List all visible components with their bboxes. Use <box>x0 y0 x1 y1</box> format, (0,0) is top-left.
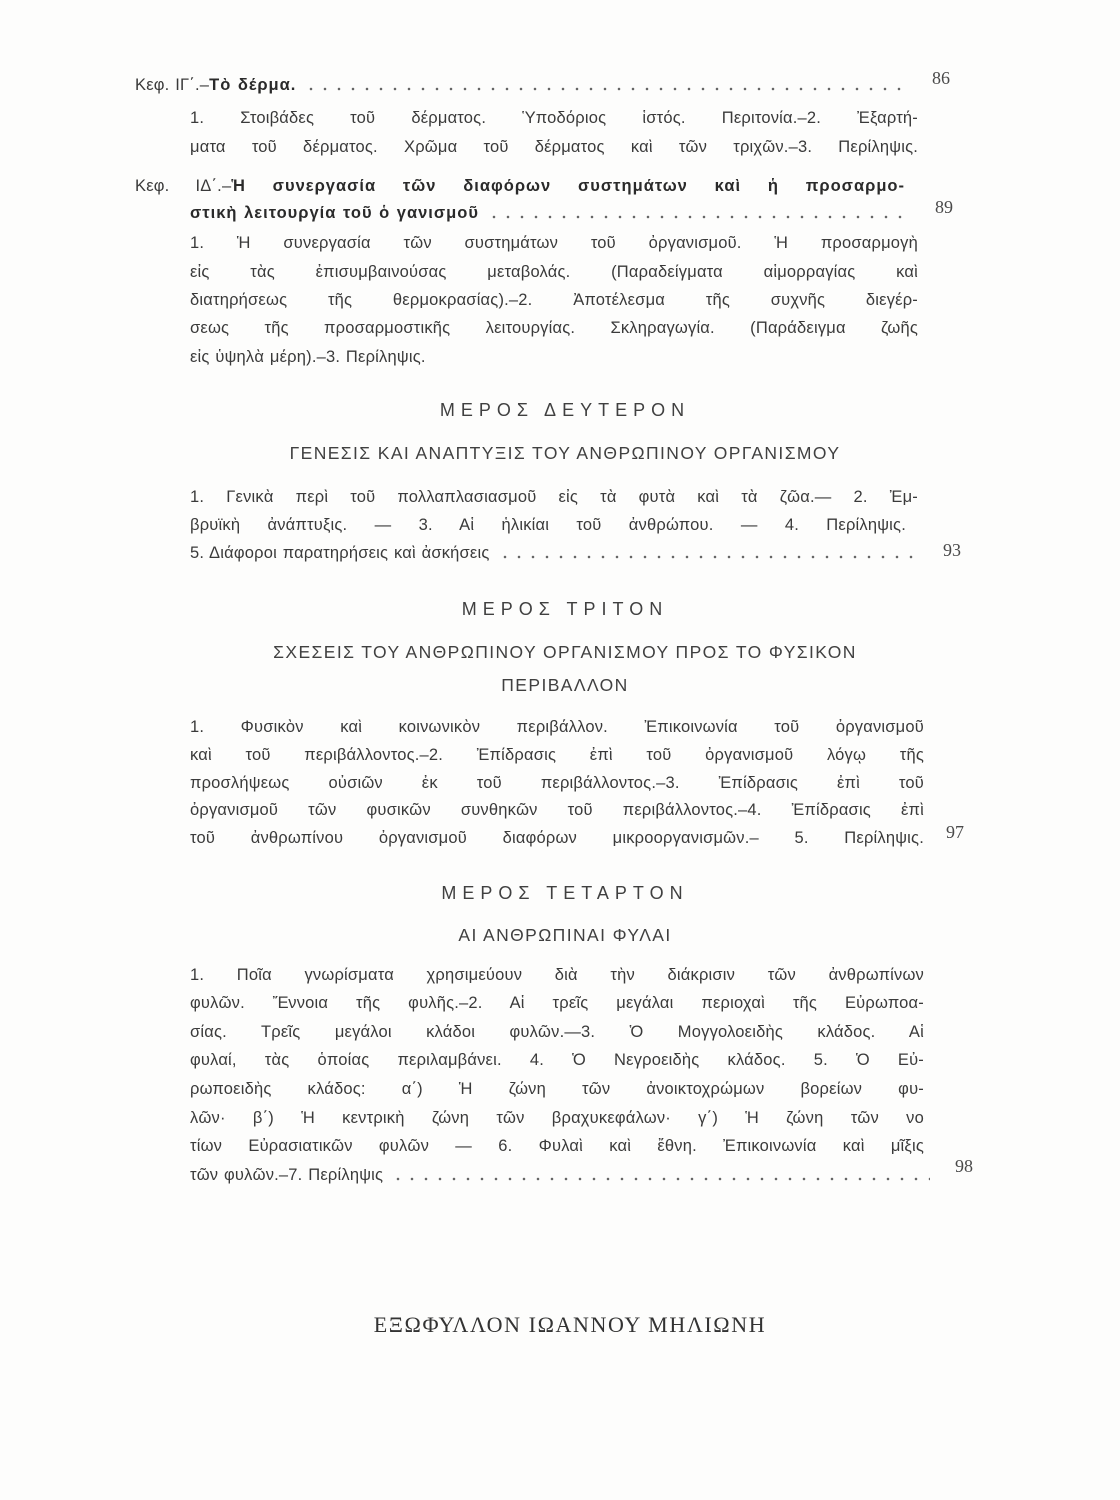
chapter-13-line: 1. Στοιβάδες τοῦ δέρματος. Ὑποδόριος ἱστός. Περιτονία.–2. Ἐξαρτή- <box>190 109 918 127</box>
chapter-14-line: σεως τῆς προσαρμοστικῆς λειτουργίας. Σκληραγωγία. (Παράδειγμα ζωῆς <box>190 319 918 337</box>
leader-dots <box>304 87 905 91</box>
part-2-line: 5. Διάφοροι παρατηρήσεις καὶ ἀσκήσεις <box>190 544 490 562</box>
part-3-line: προσλήψεως οὐσιῶν ἐκ τοῦ περιβάλλοντος.–3. Ἐπίδρασις ἐπὶ τοῦ <box>190 774 924 792</box>
chapter-14-line: εἰς ὑψηλὰ μέρη).–3. Περίληψις. <box>190 348 426 366</box>
part-4-subtitle: ΑΙ ΑΝΘΡΩΠΙΝΑΙ ΦΥΛΑΙ <box>458 925 672 945</box>
part-4-line: τίων Εὐρασιατικῶν φυλῶν — 6. Φυλαὶ καὶ ἔθνη. Ἐπικοινωνία καὶ μῖξις <box>190 1137 924 1155</box>
part-4-heading: ΜΕΡΟΣ ΤΕΤΑΡΤΟΝ <box>441 883 689 903</box>
chapter-13-title: Τὸ δέρμα. <box>209 76 297 94</box>
part-2-last-line <box>190 542 915 564</box>
part-3-subtitle-line2: ΠΕΡΙΒΑΛΛΟΝ <box>501 675 629 695</box>
part-3-page-number: 97 <box>946 822 964 842</box>
part-4-line: λῶν· β΄) Ἡ κεντρικὴ ζώνη τῶν βραχυκεφάλων· γ΄) Ἡ ζώνη τῶν νο <box>190 1109 924 1127</box>
chapter-14-line: διατηρήσεως τῆς θερμοκρασίας).–2. Ἀποτέλεσμα τῆς συχνῆς διεγέρ- <box>190 291 918 309</box>
chapter-14-title-line1: Ἡ συνεργασία τῶν διαφόρων συστημάτων καὶ ἡ προσαρμο- <box>231 177 905 195</box>
part-2-heading: ΜΕΡΟΣ ΔΕΥΤΕΡΟΝ <box>439 400 691 420</box>
part-4-line: ρωποειδὴς κλάδος: α΄) Ἡ ζώνη τῶν ἀνοικτοχρώμων βορείων φυ- <box>190 1080 924 1098</box>
part-3-line: καὶ τοῦ περιβάλλοντος.–2. Ἐπίδρασις ἐπὶ τοῦ ὀργανισμοῦ λόγῳ τῆς <box>190 746 924 764</box>
part-2-page-number: 93 <box>943 540 961 560</box>
part-4-line: σίας. Τρεῖς μεγάλοι κλάδοι φυλῶν.—3. Ὁ Μογγολοειδὴς κλάδος. Αἱ <box>190 1023 924 1041</box>
part-4-line: φυλῶν. Ἔννοια τῆς φυλῆς.–2. Αἱ τρεῖς μεγάλαι περιοχαὶ τῆς Εὐρωποα- <box>190 994 924 1012</box>
part-2-line: βρυϊκὴ ἀνάπτυξις. — 3. Αἱ ἡλικίαι τοῦ ἀνθρώπου. — 4. Περίληψις. <box>190 516 906 534</box>
part-4-page-number: 98 <box>955 1156 973 1176</box>
chapter-13-line: ματα τοῦ δέρματος. Χρῶμα τοῦ δέρματος καὶ τῶν τριχῶν.–3. Περίληψις. <box>190 138 918 156</box>
chapter-13-label: Κεφ. ΙΓ΄.– <box>135 76 210 94</box>
part-2-line: 1. Γενικὰ περὶ τοῦ πολλαπλασιασμοῦ εἰς τὰ φυτὰ καὶ τὰ ζῶα.— 2. Ἐμ- <box>190 488 918 506</box>
chapter-14-heading-cont <box>190 202 905 224</box>
chapter-13-heading <box>135 74 905 96</box>
chapter-13-page-number: 86 <box>932 68 950 88</box>
cover-credit: ΕΞΩΦΥΛΛΟΝ ΙΩΑΝΝΟΥ ΜΗΛΙΩΝΗ <box>373 1312 767 1337</box>
part-4-last-line <box>190 1164 930 1186</box>
part-3-line: τοῦ ἀνθρωπίνου ὀργανισμοῦ διαφόρων μικροοργανισμῶν.– 5. Περίληψις. <box>190 829 924 847</box>
chapter-14-line: εἰς τὰς ἐπισυμβαινούσας μεταβολάς. (Παραδείγματα αἱμορραγίας καὶ <box>190 263 918 281</box>
chapter-14-title-line2: στικὴ λειτουργία τοῦ ὁ γανισμοῦ <box>190 204 479 222</box>
part-3-line: ὀργανισμοῦ τῶν φυσικῶν συνθηκῶν τοῦ περιβάλλοντος.–4. Ἐπίδρασις ἐπὶ <box>190 801 924 819</box>
chapter-14-page-number: 89 <box>935 197 953 217</box>
chapter-14-label: Κεφ. ΙΔ΄.– <box>135 177 232 195</box>
part-3-subtitle-line1: ΣΧΕΣΕΙΣ ΤΟΥ ΑΝΘΡΩΠΙΝΟΥ ΟΡΓΑΝΙΣΜΟΥ ΠΡΟΣ ΤΟ ΦΥΣΙΚΟΝ <box>273 642 857 662</box>
leader-dots <box>498 555 915 559</box>
leader-dots <box>391 1177 930 1181</box>
leader-dots <box>487 215 905 219</box>
part-4-line: τῶν φυλῶν.–7. Περίληψις <box>190 1166 384 1184</box>
part-3-line: 1. Φυσικὸν καὶ κοινωνικὸν περιβάλλον. Ἐπικοινωνία τοῦ ὀργανισμοῦ <box>190 718 924 736</box>
part-3-heading: ΜΕΡΟΣ ΤΡΙΤΟΝ <box>461 599 669 619</box>
chapter-14-heading <box>135 175 905 197</box>
part-4-line: 1. Ποῖα γνωρίσματα χρησιμεύουν διὰ τὴν διάκρισιν τῶν ἀνθρωπίνων <box>190 966 924 984</box>
part-4-line: φυλαί, τὰς ὁποίας περιλαμβάνει. 4. Ὁ Νεγροειδὴς κλάδος. 5. Ὁ Εὐ- <box>190 1051 924 1069</box>
chapter-14-line: 1. Ἡ συνεργασία τῶν συστημάτων τοῦ ὀργανισμοῦ. Ἡ προσαρμογὴ <box>190 234 918 252</box>
part-2-subtitle: ΓΕΝΕΣΙΣ ΚΑΙ ΑΝΑΠΤΥΞΙΣ ΤΟΥ ΑΝΘΡΩΠΙΝΟΥ ΟΡΓΑΝΙΣΜΟΥ <box>289 443 841 463</box>
